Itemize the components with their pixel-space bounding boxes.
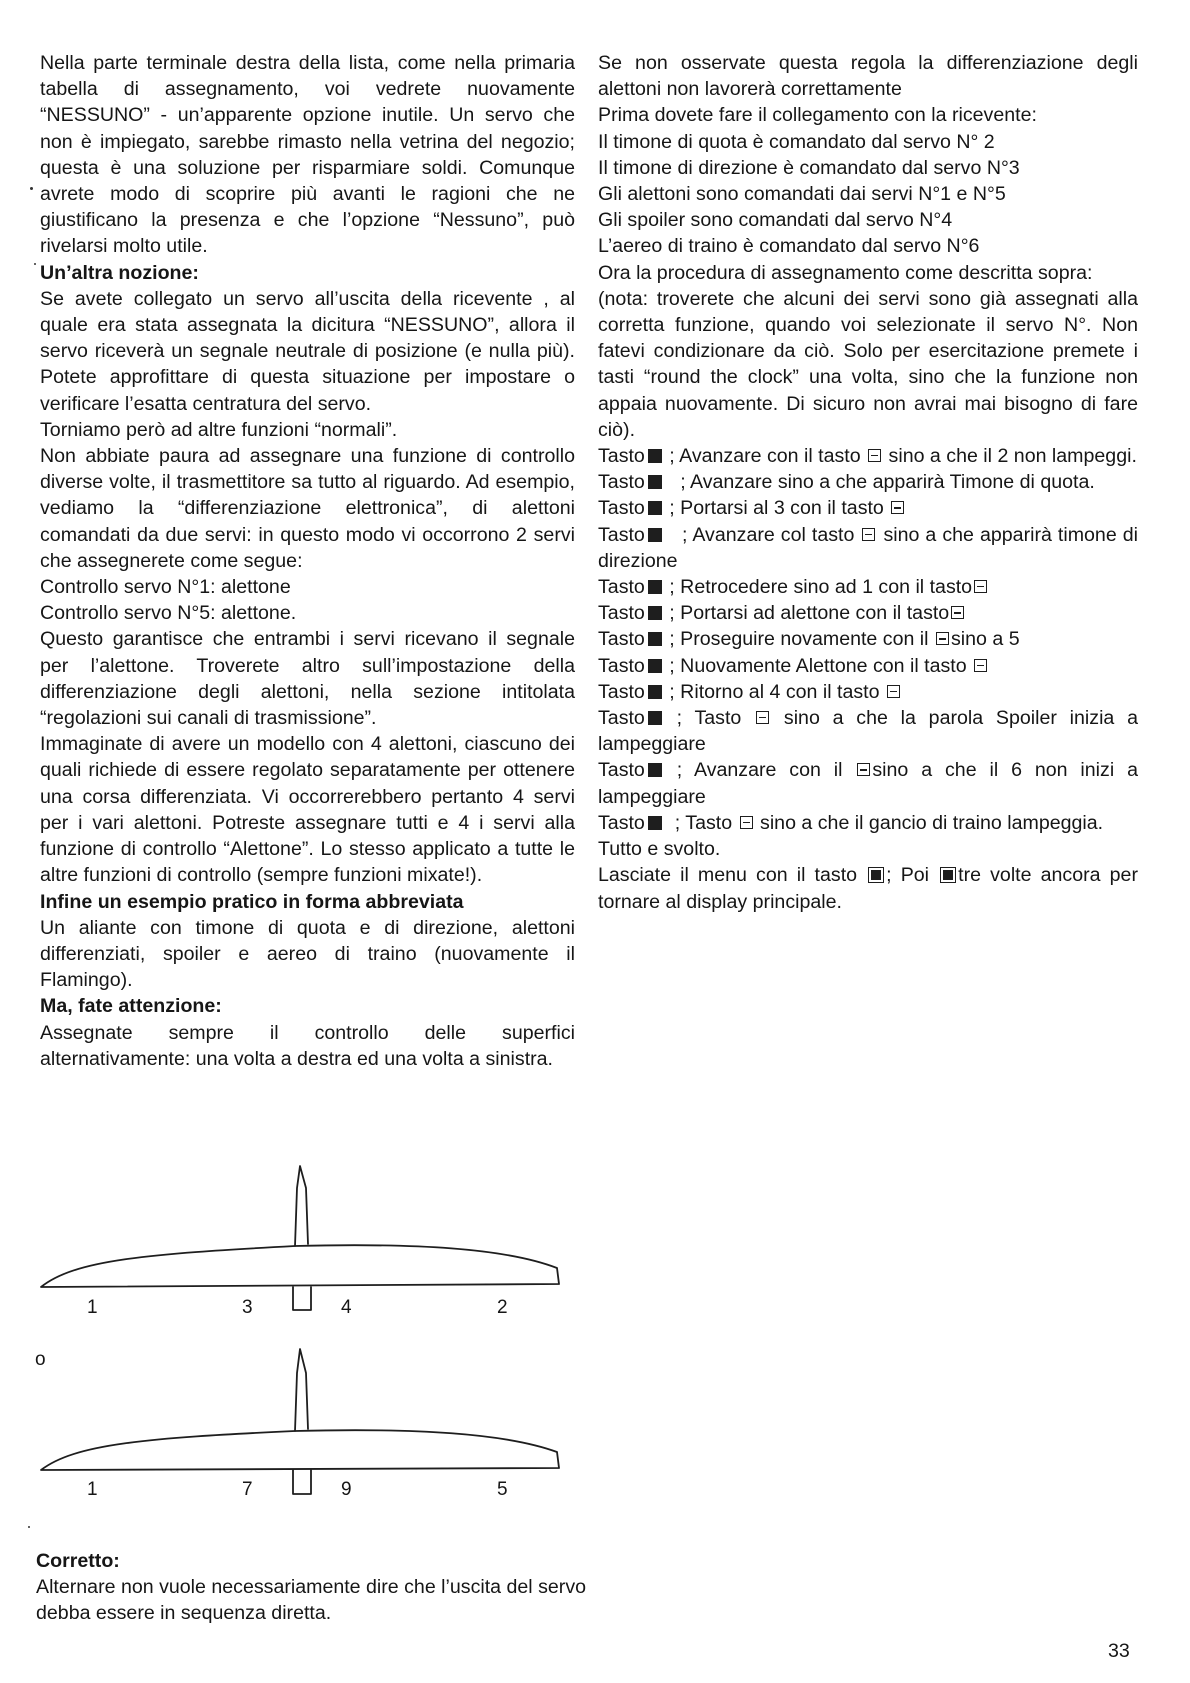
enter-key-icon [648, 606, 662, 620]
plus-key-icon [756, 711, 769, 724]
step-5: Tasto ; Retrocedere sino ad 1 con il tasto [598, 574, 1138, 600]
select-key-icon [648, 501, 662, 515]
step-7: Tasto ; Proseguire novamente con il sino a 5 [598, 628, 1020, 651]
glider-diagrams [35, 1160, 595, 1510]
tasto-label: Tasto [598, 759, 645, 782]
select-key-icon [648, 449, 662, 463]
paragraph-aliante: Un aliante con timone di quota e di direzione, alettoni differenziati, spoiler e aereo di traino (nuovamente il Flamingo). [40, 916, 575, 992]
plus-key-icon [857, 763, 870, 776]
page-number: 33 [1108, 1640, 1130, 1662]
minus-key-icon [974, 659, 987, 672]
corretto-heading: Corretto: [36, 1550, 120, 1572]
tasto-label: Tasto [598, 707, 645, 730]
scan-speck [30, 187, 33, 190]
plus-key-icon [936, 632, 949, 645]
tasto-label: Tasto [598, 497, 645, 520]
line-servo-1: Controllo servo N°1: alettone [40, 576, 291, 599]
step-2: Tasto ; Avanzare sino a che apparirà Timone di quota. [598, 471, 1095, 494]
glider-top-fin [295, 1166, 308, 1246]
menu-key-icon [940, 867, 956, 883]
bottom-label-7: 7 [242, 1479, 253, 1500]
top-label-3: 3 [242, 1297, 253, 1318]
step-4: Tasto ; Avanzare col tasto sino a che apparirà timone di direzione [598, 523, 1138, 572]
enter-key-icon [648, 711, 662, 725]
line-timone-quota: Il timone di quota è comandato dal servo N° 2 [598, 130, 995, 153]
line-servo-5: Controllo servo N°5: alettone. [40, 602, 297, 625]
tasto-label: Tasto [598, 811, 645, 834]
select-key-icon [648, 685, 662, 699]
glider-bottom-labels [87, 1479, 508, 1500]
step-11: Tasto ; Avanzare con il sino a che il 6 non inizi a lampeggiare [598, 759, 1138, 808]
line-timone-direzione: Il timone di direzione è comandato dal servo N°3 [598, 156, 1020, 179]
tasto-label: Tasto [598, 680, 645, 703]
glider-bottom-fin [295, 1349, 308, 1431]
bottom-label-1: 1 [87, 1479, 98, 1500]
bottom-label-9: 9 [341, 1479, 352, 1500]
glider-top-labels [87, 1297, 508, 1318]
paragraph-differenziazione: Non abbiate paura ad assegnare una funzione di controllo diverse volte, il trasmettitore sa tutto al riguardo. Ad esempio, vediamo la “differenziazione elettronica”, di alettoni comandati da due servi: in questo modo vi occorrono 2 servi che assegnerete come segue: [40, 445, 575, 572]
paragraph-nota: (nota: troverete che alcuni dei servi sono già assegnati alla corretta funzione, quando voi selezionate il servo N°. Non fatevi condizionare da ciò. Solo per esercitazione premete i tasti “round the clock” una volta, sino che la funzione non appaia nuovamente. Di sicuro non avrai mai bisogno di fare ciò). [598, 287, 1138, 441]
enter-key-icon [648, 816, 662, 830]
line-traino: L’aereo di traino è comandato dal servo N°6 [598, 235, 980, 258]
scan-speck [34, 263, 36, 265]
step-1: Tasto ; Avanzare con il tasto sino a che il 2 non lampeggi. [598, 445, 1137, 468]
line-collegamento: Prima dovete fare il collegamento con la ricevente: [598, 104, 1037, 127]
tasto-label: Tasto [598, 602, 645, 625]
glider-bottom-fuselage [293, 1470, 311, 1494]
separator-o: o [35, 1349, 46, 1370]
corretto-text: Alternare non vuole necessariamente dire che l’uscita del servo debba essere in sequenza diretta. [36, 1576, 587, 1624]
top-label-2: 2 [497, 1297, 508, 1318]
step-6: Tasto ; Portarsi ad alettone con il tasto [598, 600, 1138, 626]
step-exit: Lasciate il menu con il tasto ; Poi tre volte ancora per tornare al display principale. [598, 864, 1138, 913]
minus-key-icon [951, 606, 964, 619]
select-key-icon [648, 580, 662, 594]
plus-key-icon [891, 501, 904, 514]
scan-speck [28, 1526, 30, 1528]
enter-key-icon [648, 528, 662, 542]
tasto-label: Tasto [598, 576, 645, 599]
plus-key-icon [868, 449, 881, 462]
paragraph-nessuno: Nella parte terminale destra della lista, come nella primaria tabella di assegnamento, voi vedrete nuovamente “NESSUNO” - un’apparente opzione inutile. Un servo che non è impiegato, sarebbe rimasto nella vetrina del negozio; questa è una soluzione per risparmiare soldi. Comunque avrete modo di scoprire più avanti le ragioni che ne giustificano la presenza e che l’opzione “Nessuno”, può rivelarsi molto utile. [40, 52, 575, 258]
step-10: Tasto ; Tasto sino a che la parola Spoiler inizia a lampeggiare [598, 707, 1138, 756]
glider-top-wing [41, 1245, 559, 1287]
paragraph-4-alettoni: Immaginate di avere un modello con 4 alettoni, ciascuno dei quali richiede di essere regolato separatamente per ottenere una corsa differenziata. Vi occorrerebbero pertanto 4 servi per i vari alettoni. Potreste assegnare tutti e 4 i servi alla funzione di controllo “Alettone”. Lo stesso applicato a tutte le altre funzioni di controllo (sempre funzioni mixate!). [40, 733, 575, 887]
tasto-label: Tasto [598, 654, 645, 677]
step-3: Tasto ; Portarsi al 3 con il tasto [598, 495, 1138, 521]
step-done: Tutto e svolto. [598, 838, 721, 861]
step-9: Tasto ; Ritorno al 4 con il tasto [598, 679, 1138, 705]
paragraph-funzioni-normali: Torniamo però ad altre funzioni “normali”. [40, 418, 398, 441]
tasto-label: Tasto [598, 445, 645, 468]
tasto-label: Tasto [598, 523, 645, 546]
glider-top-fuselage [293, 1287, 311, 1310]
paragraph-regola: Se non osservate questa regola la differenziazione degli alettoni non lavorerà correttamente [598, 52, 1138, 101]
right-column [598, 50, 1138, 915]
enter-key-icon [648, 475, 662, 489]
tasto-label: Tasto [598, 471, 645, 494]
enter-key-icon [648, 659, 662, 673]
paragraph-garantisce: Questo garantisce che entrambi i servi ricevano il segnale per l’alettone. Troverete altro sull’impostazione della differenziazione degli alettoni, nella sezione intitolata “regolazioni sui canali di trasmissione”. [40, 628, 575, 730]
select-key-icon [648, 763, 662, 777]
line-alettoni: Gli alettoni sono comandati dai servi N°1 e N°5 [598, 183, 1006, 206]
glider-diagrams-svg [35, 1160, 595, 1510]
heading-altra-nozione: Un’altra nozione: [40, 261, 199, 284]
paragraph-alternativamente: Assegnate sempre il controllo delle superfici alternativamente: una volta a destra ed una volta a sinistra. [40, 1021, 575, 1070]
top-label-4: 4 [341, 1297, 352, 1318]
corretto-section [36, 1548, 596, 1626]
minus-key-icon [974, 580, 987, 593]
glider-bottom-wing [41, 1430, 559, 1470]
heading-attenzione: Ma, fate attenzione: [40, 995, 222, 1018]
plus-key-icon [740, 816, 753, 829]
step-12: Tasto ; Tasto sino a che il gancio di traino lampeggia. [598, 811, 1104, 834]
left-column [40, 50, 575, 1072]
bottom-label-5: 5 [497, 1479, 508, 1500]
paragraph-servo-nessuno: Se avete collegato un servo all’uscita della ricevente , al quale era stata assegnata la dicitura “NESSUNO”, allora il servo riceverà un segnale neutrale di posizione (e nulla più). Potete approfittare di questa situazione per impostare o verificare l’esatta centratura del servo. [40, 287, 575, 415]
paragraph-procedura: Ora la procedura di assegnamento come descritta sopra: [598, 261, 1093, 284]
glider-bottom [41, 1349, 559, 1494]
top-label-1: 1 [87, 1297, 98, 1318]
select-key-icon [648, 632, 662, 646]
tasto-label: Tasto [598, 628, 645, 651]
menu-key-icon [868, 867, 884, 883]
glider-top [41, 1166, 559, 1310]
heading-esempio-pratico: Infine un esempio pratico in forma abbreviata [40, 890, 464, 913]
plus-key-icon [862, 528, 875, 541]
line-spoiler: Gli spoiler sono comandati dal servo N°4 [598, 209, 953, 232]
minus-key-icon [887, 685, 900, 698]
step-8: Tasto ; Nuovamente Alettone con il tasto [598, 653, 1138, 679]
